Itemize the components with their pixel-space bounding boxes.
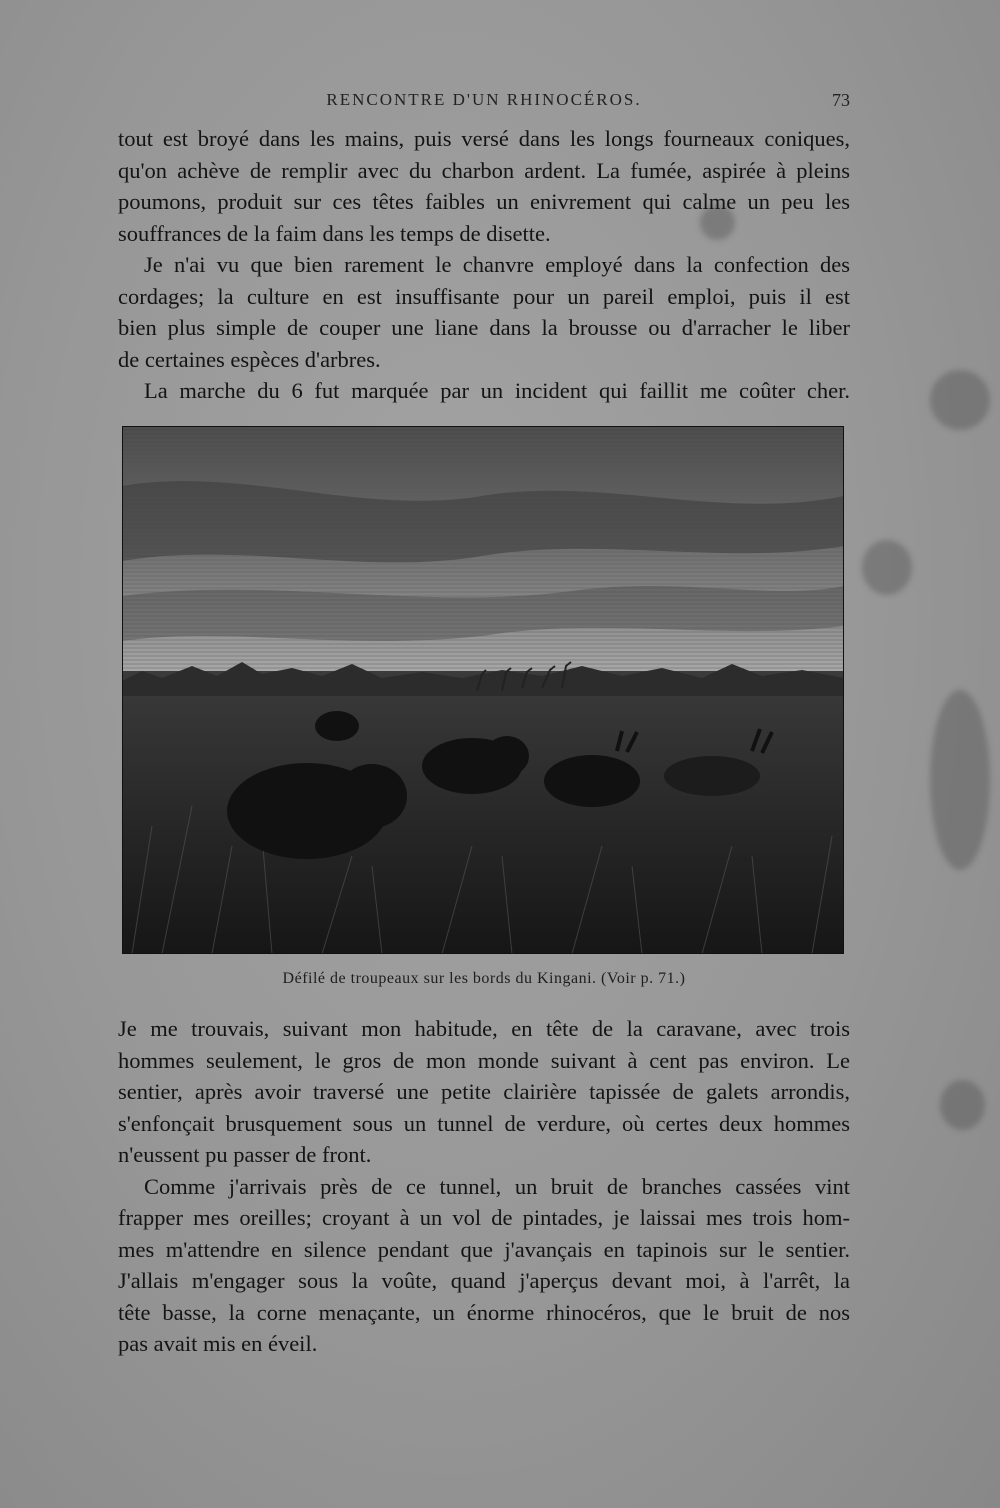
text-line: n'eussent pu passer de front. [118,1142,372,1167]
foxing-stain [862,540,912,595]
running-title: RENCONTRE D'UN RHINOCÉROS. [326,90,642,109]
text-line: cordages; la culture en est insuffisante pour un pareil emploi, puis il est [118,283,850,309]
text-block-bottom [118,1013,850,1360]
text-line: sentier, après avoir traversé une petite clairière tapissée de galets arrondis, [118,1079,850,1104]
text-line: frapper mes oreilles; croyant à un vol de pintades, je laissai mes trois hom- [118,1205,850,1230]
foxing-stain [940,1080,985,1130]
paragraph [118,375,850,407]
text-line: mes m'attendre en silence pendant que j'avançais en tapinois sur le sentier. [118,1236,850,1262]
antelope [664,756,760,796]
text-block-top [118,123,850,407]
text-line: souffrances de la faim dans les temps de disette. [118,220,551,246]
savanna-engraving [122,426,844,954]
text-line: pas avait mis en éveil. [118,1331,318,1356]
text-line: poumons, produit sur ces têtes faibles un enivrement qui calme un peu les [118,189,850,214]
paragraph [118,1171,850,1360]
text-line: tête basse, la corne menaçante, un énorme rhinocéros, que le bruit de nos [118,1299,850,1325]
paragraph [118,123,850,249]
text-line: de certaines espèces d'arbres. [118,346,381,372]
text-line: Je me trouvais, suivant mon habitude, en tête de la caravane, avec trois [118,1016,850,1041]
page-number: 73 [832,90,850,110]
text-line: J'allais m'engager sous la voûte, quand j'aperçus devant moi, à l'arrêt, la [118,1268,850,1293]
foxing-stain [930,690,990,870]
text-line: Je n'ai vu que bien rarement le chanvre employé dans la confection des [144,252,850,277]
text-line: s'enfonçait brusquement sous un tunnel de verdure, où certes deux hommes [118,1110,850,1136]
antelope [544,755,640,807]
paragraph [118,1013,850,1171]
paragraph [118,249,850,375]
text-line: La marche du 6 fut marquée par un incident qui faillit me coûter cher. [144,378,850,403]
text-line: qu'on achève de remplir avec du charbon ardent. La fumée, aspirée à pleins [118,157,850,183]
foxing-stain [930,370,990,430]
text-line: hommes seulement, le gros de mon monde suivant à cent pas environ. Le [118,1047,850,1073]
text-line: Comme j'arrivais près de ce tunnel, un bruit de branches cassées vint [144,1173,850,1199]
text-line: bien plus simple de couper une liane dans la brousse ou d'arracher le liber [118,315,850,340]
illustration-caption: Défilé de troupeaux sur les bords du Kingani. (Voir p. 71.) [282,970,686,987]
running-head [118,90,850,120]
distant-animal [315,711,359,741]
engraving-illustration [122,426,844,954]
text-line: tout est broyé dans les mains, puis versé dans les longs fourneaux coniques, [118,126,850,151]
